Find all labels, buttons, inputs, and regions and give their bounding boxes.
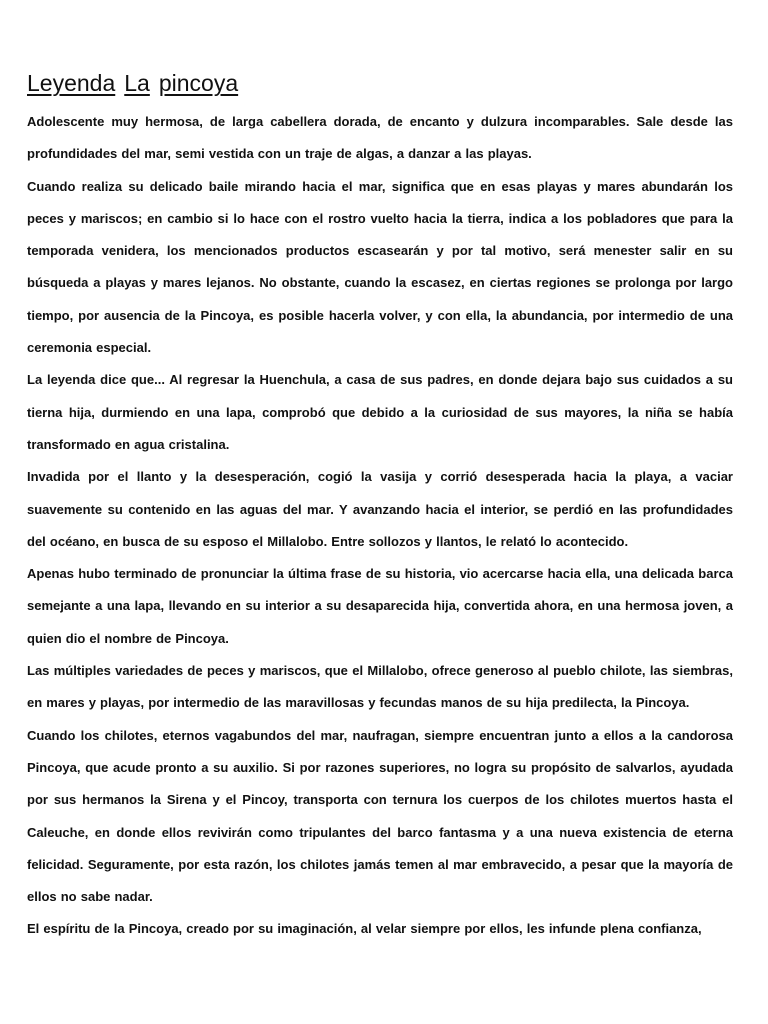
document-title [27, 68, 733, 98]
title-word-3: pincoya [158, 70, 239, 96]
paragraph-intro: Adolescente muy hermosa, de larga cabellera dorada, de encanto y dulzura incomparables. Sale desde las profundidades del mar, semi vestida con un traje de algas, a danzar a las playas. [27, 114, 733, 162]
paragraph-shipwreck: Cuando los chilotes, eternos vagabundos del mar, naufragan, siempre encuentran junto a ellos a la candorosa Pincoya, que acude pronto a su auxilio. Si por razones superiores, no logra su propósito de salvarlos, ayudada por sus hermanos la Sirena y el Pincoy, transporta con ternura los cuerpos de los chilotes muertos hasta el Caleuche, en donde ellos revivirán como tripulantes del barco fantasma y a una nueva existencia de eterna felicidad. Seguramente, por esta razón, los chilotes jamás temen al mar embravecido, a pesar que la mayoría de ellos no sabe nadar. [27, 727, 733, 905]
paragraph-dance: Cuando realiza su delicado baile mirando hacia el mar, significa que en esas playas y mares abundarán los peces y mariscos; en cambio si lo hace con el rostro vuelto hacia la tierra, indica a los pobladores que para la temporada venidera, los mencionados productos escasearán y por tal motivo, será menester salir en su búsqueda a playas y mares lejanos. No obstante, cuando la escasez, en ciertas regiones se prolonga por largo tiempo, por ausencia de la Pincoya, es posible hacerla volver, y con ella, la abundancia, por intermedio de una ceremonia especial. [27, 178, 733, 356]
paragraph-grief: Invadida por el llanto y la desesperación, cogió la vasija y corrió desesperada hacia la playa, a vaciar suavemente su contenido en las aguas del mar. Y avanzando hacia el interior, se perdió en las profundidades del océano, en busca de su esposo el Millalobo. Entre sollozos y llantos, le relató lo acontecido. [27, 469, 733, 549]
paragraph-harvest: Las múltiples variedades de peces y mariscos, que el Millalobo, ofrece generoso al pueblo chilote, las siembras, en mares y playas, por intermedio de las maravillosas y fecundas manos de su hija predilecta, la Pincoya. [27, 663, 733, 711]
title-word-2: La [124, 70, 150, 96]
document-page [27, 68, 733, 946]
paragraph-legend: La leyenda dice que... Al regresar la Huenchula, a casa de sus padres, en donde dejara bajo sus cuidados a su tierna hija, durmiendo en una lapa, comprobó que debido a la curiosidad de sus mayores, la niña se había transformado en agua cristalina. [27, 372, 733, 452]
paragraph-spirit: El espíritu de la Pincoya, creado por su imaginación, al velar siempre por ellos, les infunde plena confianza, [27, 921, 702, 937]
title-word-1: Leyenda [27, 70, 116, 96]
paragraph-return: Apenas hubo terminado de pronunciar la última frase de su historia, vio acercarse hacia ella, una delicada barca semejante a una lapa, llevando en su interior a su desaparecida hija, convertida ahora, en una hermosa joven, a quien dio el nombre de Pincoya. [27, 566, 733, 646]
